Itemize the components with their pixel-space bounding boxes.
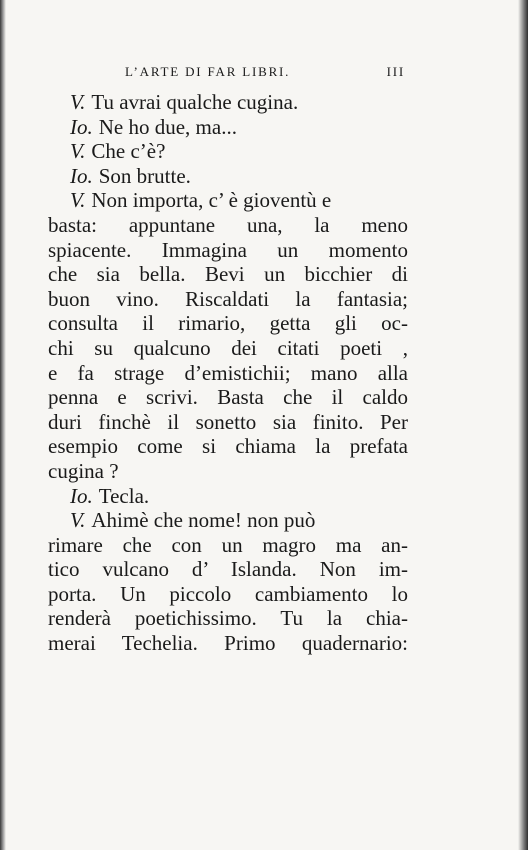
page-left-edge-shadow [0,0,6,850]
dialogue-line [48,484,408,509]
speaker-label: Io. [70,483,93,508]
speaker-label: V. [70,508,86,533]
text-line: porta. Un piccolo cambiamento lo [48,581,408,606]
text-line: rimare che con un magro ma an- [48,532,408,557]
line-text: Son brutte. [98,163,191,188]
speaker-label: Io. [70,114,93,139]
text-line: basta: appuntane una, la meno [48,212,408,237]
speaker-label: V. [70,90,86,114]
speaker-label: Io. [70,163,93,188]
text-line: consulta il rimario, getta gli oc- [48,311,408,336]
page-number: III [386,64,405,79]
text-line: chi su qualcuno dei citati poeti , [48,335,408,360]
text-line: cugina ? [48,458,119,483]
dialogue-line [48,139,408,164]
text-line: che sia bella. Bevi un bicchier di [48,262,408,287]
dialogue-line [48,115,408,140]
text-line: esempio come si chiama la prefata [48,434,408,459]
text-line: merai Techelia. Primo quadernario: [48,631,408,656]
text-line: spiacente. Immagina un momento [48,237,408,262]
text-line: tico vulcano d’ Islanda. Non im- [48,557,408,582]
body-text [48,90,408,656]
line-text: Che c’è? [91,139,166,164]
dialogue-line [48,508,408,533]
dialogue-line [48,164,408,189]
text-line: e fa strage d’emistichii; mano alla [48,360,408,385]
speaker-label: V. [70,188,86,213]
dialogue-line [48,90,408,115]
text-line: penna e scrivi. Basta che il caldo [48,385,408,410]
line-text: Ne ho due, ma... [98,114,237,139]
page-right-edge-shadow [518,0,528,850]
running-title: L’ARTE DI FAR LIBRI. [125,64,291,79]
text-line: duri finchè il sonetto sia finito. Per [48,409,408,434]
text-line: buon vino. Riscaldati la fantasia; [48,286,408,311]
line-text: Tecla. [98,483,150,508]
line-text: Non importa, c’ è gioventù e [91,188,332,213]
dialogue-line [48,188,408,213]
line-text: Tu avrai qualche cugina. [91,90,299,114]
line-text: Ahimè che nome! non può [91,508,316,533]
text-line: renderà poetichissimo. Tu la chia- [48,606,408,631]
speaker-label: V. [70,139,86,164]
